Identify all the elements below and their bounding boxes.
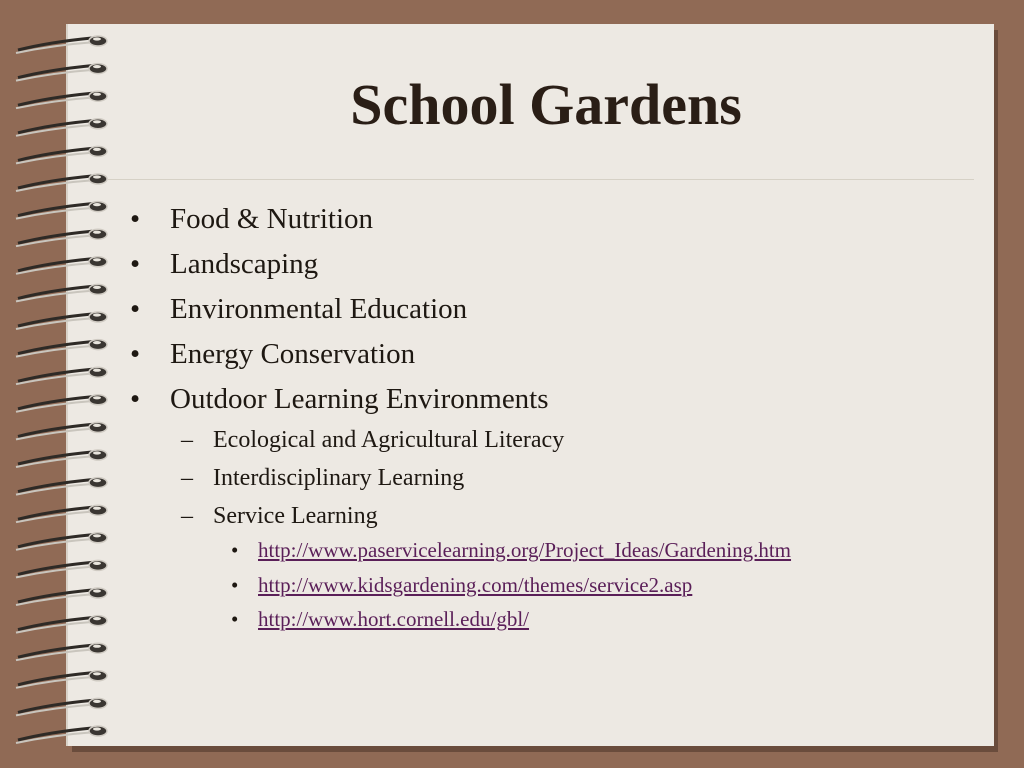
binding-coil [16, 312, 107, 329]
binding-coil [16, 36, 107, 53]
binding-coil [16, 560, 107, 577]
link-kidsgardening[interactable]: http://www.kidsgardening.com/themes/service2.asp [258, 573, 693, 597]
binding-coil [16, 229, 107, 246]
bullet-marker: • [130, 383, 141, 415]
bullet-text: Environmental Education [170, 293, 468, 325]
sub-bullet-marker: – [181, 427, 193, 453]
sub-bullet-marker: – [181, 503, 193, 529]
binding-coil [16, 478, 107, 495]
binding-coil [16, 257, 107, 274]
link-bullet-marker: • [231, 573, 239, 597]
link-paservicelearning[interactable]: http://www.paservicelearning.org/Project_Ideas/Gardening.htm [258, 538, 792, 562]
binding-coil [16, 588, 107, 605]
bullet-marker: • [130, 248, 141, 280]
binding-coil [16, 726, 107, 743]
binding-coil [16, 671, 107, 688]
bullet-marker: • [130, 338, 141, 370]
binding-coil [16, 505, 107, 522]
binding-coil [16, 450, 107, 467]
binding-coil [16, 395, 107, 412]
binding-coil [16, 643, 107, 660]
binding-coil [16, 284, 107, 301]
binding-coil [16, 174, 107, 191]
spiral-binding [0, 0, 70, 768]
binding-coil [16, 422, 107, 439]
sub-bullet-marker: – [181, 465, 193, 491]
bullet-text: Food & Nutrition [170, 203, 374, 235]
sub-bullet-text: Ecological and Agricultural Literacy [213, 427, 565, 453]
slide-title: School Gardens [350, 72, 742, 137]
binding-coil [16, 698, 107, 715]
bullet-text: Landscaping [170, 248, 319, 280]
title-divider [108, 179, 974, 180]
bullet-text: Energy Conservation [170, 338, 416, 370]
binding-coil [16, 340, 107, 357]
binding-coil [16, 533, 107, 550]
sub-bullet-text: Interdisciplinary Learning [213, 465, 465, 491]
link-bullet-marker: • [231, 538, 239, 562]
bullet-text: Outdoor Learning Environments [170, 383, 549, 415]
link-bullet-marker: • [231, 607, 239, 631]
sub-bullet-text: Service Learning [213, 503, 378, 529]
bullet-marker: • [130, 293, 141, 325]
binding-coil [16, 616, 107, 633]
binding-coil [16, 146, 107, 163]
link-cornell-gbl[interactable]: http://www.hort.cornell.edu/gbl/ [258, 607, 530, 631]
bullet-marker: • [130, 203, 141, 235]
binding-coil [16, 202, 107, 219]
binding-coil [16, 367, 107, 384]
